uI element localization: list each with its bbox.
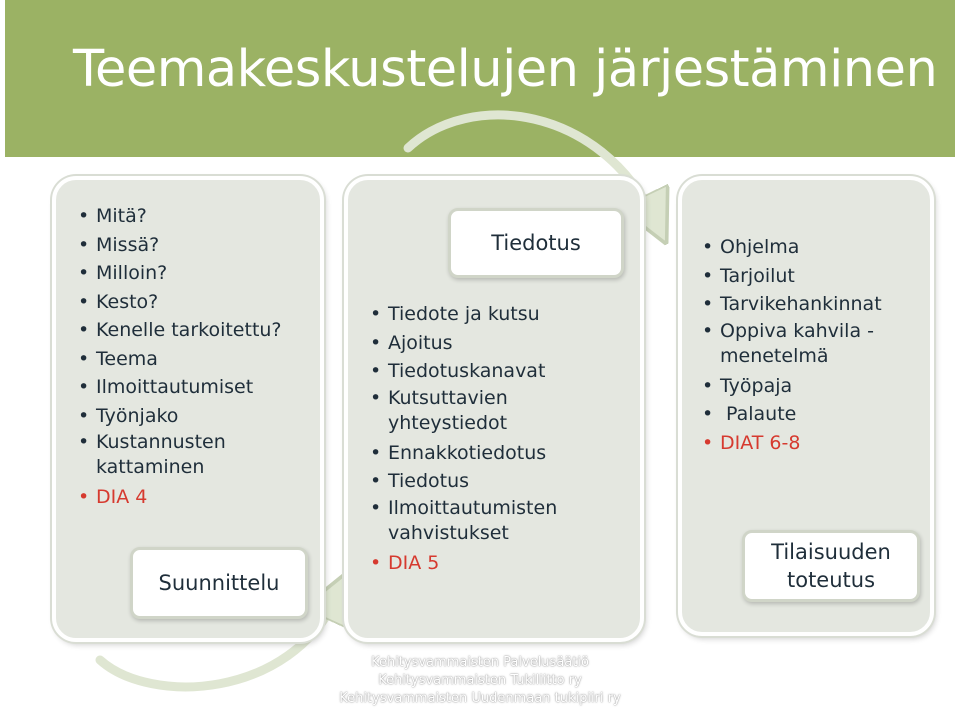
list-item: • Teema (78, 345, 313, 374)
label-toteutus: Tilaisuuden toteutus (742, 530, 920, 602)
list-item: • Kenelle tarkoitettu? (78, 316, 313, 345)
page-title: Teemakeskustelujen järjestäminen (73, 40, 938, 99)
slide-reference: • DIA 5 (370, 549, 630, 578)
slide-reference: • DIAT 6-8 (702, 429, 927, 458)
list-item: • Ilmoittautumiset (78, 373, 313, 402)
list-item: • Ennakkotiedotus (370, 439, 630, 468)
list-item: • Tiedotus (370, 467, 630, 496)
list-item: • Työpaja (702, 372, 927, 401)
toteutus-list (702, 233, 927, 457)
list-item: • Kustannusten kattaminen (78, 430, 246, 480)
list-item: • Palaute (702, 400, 927, 429)
list-item: • Ohjelma (702, 233, 927, 262)
list-item: • Tiedote ja kutsu (370, 300, 630, 329)
panel-suunnittelu (52, 176, 324, 642)
list-item: • Kesto? (78, 288, 313, 317)
list-item: • Mitä? (78, 202, 313, 231)
tiedotus-list (370, 300, 630, 577)
list-item: • Tarvikehankinnat (702, 290, 927, 319)
footer-line: Kehitysvammaisten Tukiliitto ry (378, 673, 582, 688)
list-item: • Työnjako (78, 402, 313, 431)
footer-organizations (330, 654, 630, 708)
list-item: • Ajoitus (370, 329, 630, 358)
slide-reference: • DIA 4 (78, 483, 313, 512)
list-item: • Ilmoittautumisten vahvistukset (370, 496, 588, 546)
list-item: • Tarjoilut (702, 262, 927, 291)
list-item: • Kutsuttavien yhteystiedot (370, 386, 538, 436)
footer-line: Kehitysvammaisten Uudenmaan tukipiiri ry (339, 691, 621, 706)
list-item: • Oppiva kahvila - menetelmä (702, 319, 895, 369)
panel-tiedotus (344, 176, 644, 642)
panel-toteutus (678, 176, 934, 636)
list-item: • Missä? (78, 231, 313, 260)
footer-line: Kehitysvammaisten Palvelusäätiö (371, 655, 589, 670)
suunnittelu-list (78, 202, 313, 512)
label-tiedotus: Tiedotus (448, 208, 624, 278)
label-suunnittelu: Suunnittelu (130, 547, 308, 619)
list-item: • Tiedotuskanavat (370, 357, 630, 386)
list-item: • Milloin? (78, 259, 313, 288)
